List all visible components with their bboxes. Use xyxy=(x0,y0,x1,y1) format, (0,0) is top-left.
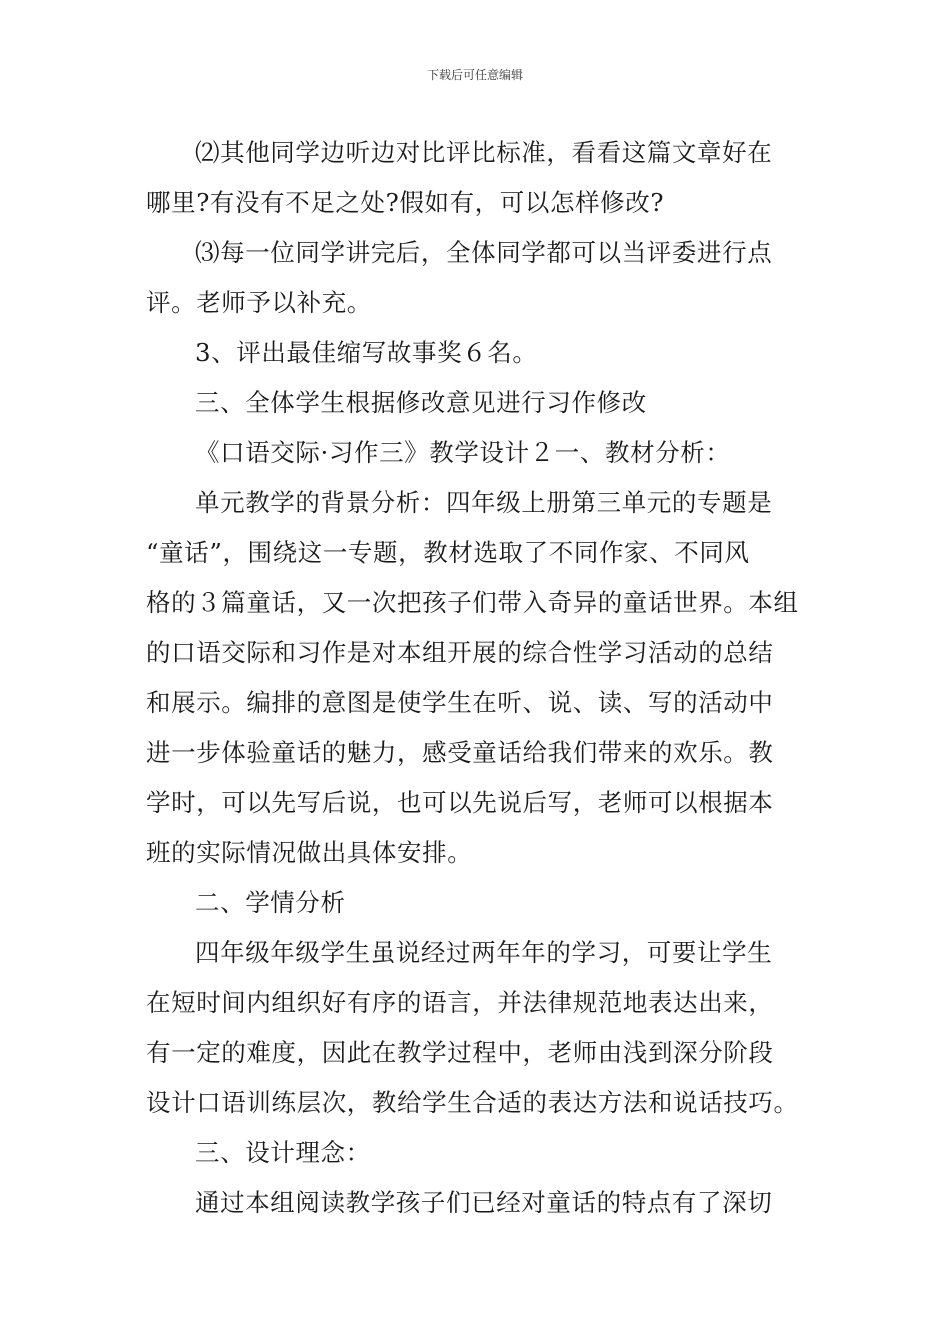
paragraph xyxy=(146,928,806,1128)
text-line: 四年级年级学生虽说经过两年年的学习，可要让学生 xyxy=(195,938,773,967)
text-line: 学时，可以先写后说，也可以先说后写，老师可以根据本 xyxy=(146,788,774,817)
paragraph xyxy=(146,428,806,478)
text-line: 评。老师予以补充。 xyxy=(146,288,372,317)
text-line: ⑵其他同学边听边对比评比标准，看看这篇文章好在 xyxy=(195,138,773,167)
text-line: 通过本组阅读教学孩子们已经对童话的特点有了深切 xyxy=(195,1188,773,1217)
text-line: 三、全体学生根据修改意见进行习作修改 xyxy=(195,388,647,417)
text-line: 和展示。编排的意图是使学生在听、说、读、写的活动中 xyxy=(146,688,774,717)
text-line: 的口语交际和习作是对本组开展的综合性学习活动的总结 xyxy=(146,638,774,667)
text-line: 《口语交际·习作三》教学设计２一、教材分析： xyxy=(195,438,731,467)
paragraph xyxy=(146,1128,806,1178)
text-line: 三、设计理念： xyxy=(195,1138,371,1167)
paragraph xyxy=(146,378,806,428)
text-line: 二、学情分析 xyxy=(195,888,346,917)
paragraph xyxy=(146,228,806,328)
text-line: 哪里?有没有不足之处?假如有，可以怎样修改? xyxy=(146,188,665,217)
text-line: “童话”，围绕这一专题，教材选取了不同作家、不同风 xyxy=(146,538,750,567)
paragraph xyxy=(146,878,806,928)
text-line: 有一定的难度，因此在教学过程中，老师由浅到深分阶段 xyxy=(146,1038,774,1067)
paragraph xyxy=(146,478,806,878)
paragraph xyxy=(146,128,806,228)
paragraph xyxy=(146,1178,806,1228)
text-line: 在短时间内组织好有序的语言，并法律规范地表达出来， xyxy=(146,988,774,1017)
text-line: ⑶每一位同学讲完后，全体同学都可以当评委进行点 xyxy=(195,238,773,267)
text-line: 进一步体验童话的魅力，感受童话给我们带来的欢乐。教 xyxy=(146,738,774,767)
page-header: 下载后可任意编辑 xyxy=(426,68,523,82)
paragraph xyxy=(146,328,806,378)
text-line: 设计口语训练层次，教给学生合适的表达方法和说话技巧。 xyxy=(146,1088,799,1117)
text-line: 3、评出最佳缩写故事奖６名。 xyxy=(195,338,538,367)
text-line: 单元教学的背景分析：四年级上册第三单元的专题是 xyxy=(195,488,773,517)
text-line: 班的实际情况做出具体安排。 xyxy=(146,838,473,867)
document-body xyxy=(146,128,806,1228)
text-line: 格的３篇童话，又一次把孩子们带入奇异的童话世界。本组 xyxy=(146,588,799,617)
